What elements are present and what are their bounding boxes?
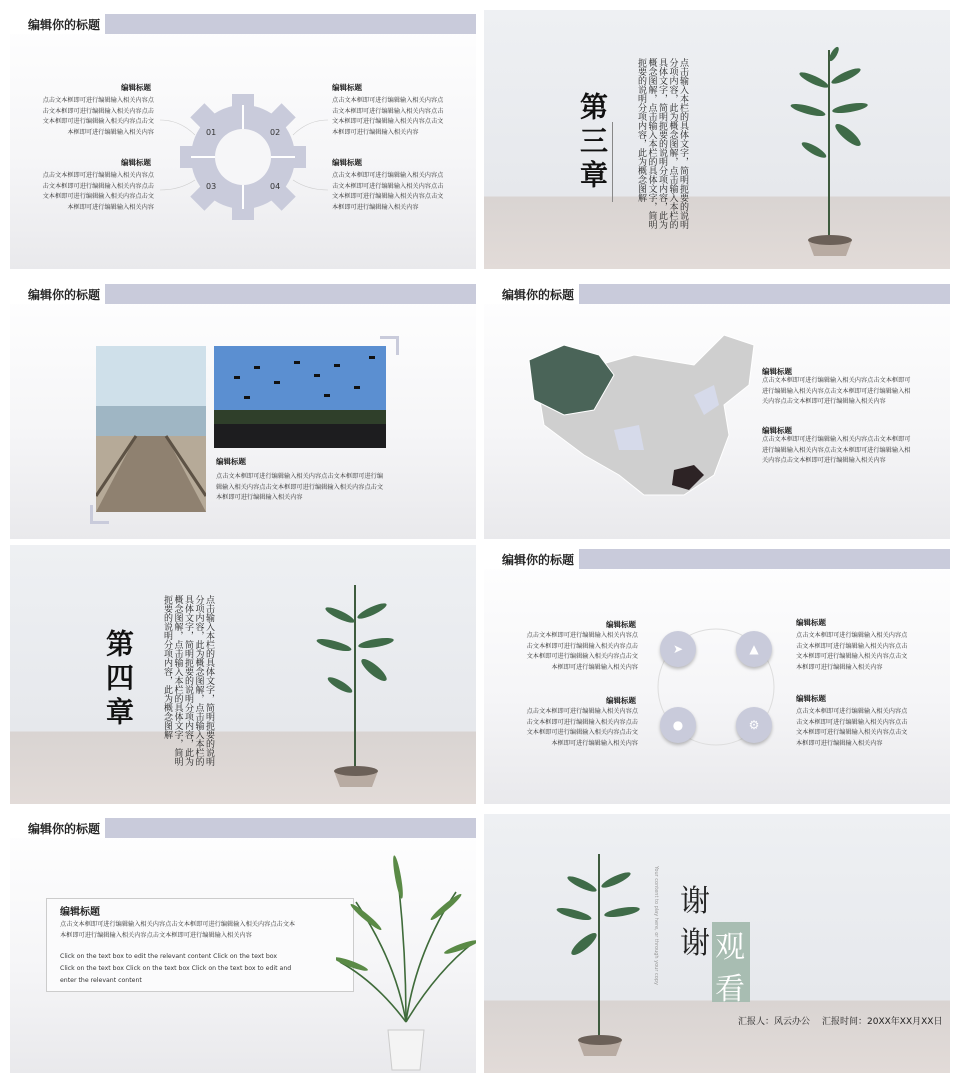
slide-title: 编辑你的标题 bbox=[28, 18, 101, 32]
slide-palm bbox=[10, 814, 476, 1073]
gear-label: 01 bbox=[206, 128, 217, 137]
slide-header bbox=[484, 549, 950, 569]
item-body: 点击文本框即可进行编辑输入相关内容点击文本框即可进行编辑输入相关内容点击文本框即可进行编辑输入相关内容点击文本框即可进行编辑输入相关内容 bbox=[332, 97, 444, 136]
item-title: 编辑标题 bbox=[796, 618, 826, 627]
divider bbox=[612, 122, 613, 202]
map-item-body: 点击文本框即可进行编辑输入相关内容点击文本框即可进行编辑输入相关内容点击文本框即可进行编辑输入相关内容点击文本框即可进行编辑输入相关内容 bbox=[762, 436, 911, 464]
item-body: 点击文本框即可进行编辑输入相关内容点击文本框即可进行编辑输入相关内容点击文本框即可进行编辑输入相关内容点击文本框即可进行编辑输入相关内容 bbox=[42, 97, 154, 136]
item-title: 编辑标题 bbox=[121, 83, 151, 92]
plant-illustration bbox=[544, 844, 654, 1064]
gear-diagram bbox=[10, 10, 476, 269]
report-time-text: 汇报时间：20XX年XX月XX日 bbox=[822, 1017, 943, 1027]
item-title: 编辑标题 bbox=[606, 696, 636, 705]
photo-caption-body: 点击文本框即可进行编辑输入相关内容点击文本框即可进行编辑输入相关内容点击文本框即可进行编辑输入相关内容点击文本框即可进行编辑输入相关内容 bbox=[216, 473, 384, 501]
item-title: 编辑标题 bbox=[606, 620, 636, 629]
photo-caption-title: 编辑标题 bbox=[216, 457, 246, 466]
chapter-description: 点击输入本栏的具体文字，简明扼要的说明分项内容，此为概念图解，点击输入本栏的具体文字，简明扼要的说明分项内容，此为概念图解，点击输入本栏的具体文字，简明扼要的说明分项内容，此为概念图解 bbox=[636, 58, 688, 229]
map-item-body: 点击文本框即可进行编辑输入相关内容点击文本框即可进行编辑输入相关内容点击文本框即可进行编辑输入相关内容点击文本框即可进行编辑输入相关内容 bbox=[762, 377, 911, 405]
item-body: 点击文本框即可进行编辑输入相关内容点击文本框即可进行编辑输入相关内容点击文本框即可进行编辑输入相关内容点击文本框即可进行编辑输入相关内容 bbox=[42, 172, 154, 211]
map-item-title: 编辑标题 bbox=[762, 426, 792, 435]
text-box-body-en: Click on the text box to edit the relevant content Click on the text box Click on the text box Click on the text box Click on the text box to edit and enter the relevant content bbox=[60, 953, 292, 984]
item-body: 点击文本框即可进行编辑输入相关内容点击文本框即可进行编辑输入相关内容点击文本框即可进行编辑输入相关内容点击文本框即可进行编辑输入相关内容 bbox=[526, 632, 638, 671]
plant-illustration bbox=[310, 575, 410, 797]
gear-label: 03 bbox=[206, 182, 217, 191]
slide-title: 编辑你的标题 bbox=[28, 288, 101, 302]
slide-header bbox=[10, 818, 476, 838]
text-box-title: 编辑标题 bbox=[60, 907, 100, 918]
paper-plane-icon: ➤ bbox=[660, 631, 696, 667]
slide-title: 编辑你的标题 bbox=[502, 288, 575, 302]
map-item-title: 编辑标题 bbox=[762, 367, 792, 376]
slide-thanks bbox=[484, 814, 950, 1073]
slide-header bbox=[484, 284, 950, 304]
thanks-char: 谢 bbox=[680, 884, 710, 919]
item-title: 编辑标题 bbox=[121, 158, 151, 167]
graduation-photo bbox=[214, 346, 386, 448]
gear-label: 02 bbox=[270, 128, 281, 137]
item-body: 点击文本框即可进行编辑输入相关内容点击文本框即可进行编辑输入相关内容点击文本框即可进行编辑输入相关内容点击文本框即可进行编辑输入相关内容 bbox=[796, 708, 908, 747]
reporter-text: 汇报人：风云办公 bbox=[738, 1017, 811, 1027]
plant-illustration bbox=[784, 40, 884, 269]
gear-label: 04 bbox=[270, 182, 281, 191]
slide-title: 编辑你的标题 bbox=[502, 553, 575, 567]
chapter-description: 点击输入本栏的具体文字，简明扼要的说明分项内容，此为概念图解，点击输入本栏的具体文字，简明扼要的说明分项内容，此为概念图解，点击输入本栏的具体文字，简明扼要的说明分项内容，此为概念图解 bbox=[162, 595, 214, 766]
chapter-title: 第三章 bbox=[576, 92, 609, 194]
item-body: 点击文本框即可进行编辑输入相关内容点击文本框即可进行编辑输入相关内容点击文本框即可进行编辑输入相关内容点击文本框即可进行编辑输入相关内容 bbox=[526, 708, 638, 747]
text-box-body-cn: 本框即可进行编辑输入相关内容点击文本框即可进行编辑输入相关内容 bbox=[60, 932, 252, 939]
gears-icon: ⚙ bbox=[736, 707, 772, 743]
slide-title: 编辑你的标题 bbox=[28, 822, 101, 836]
china-map bbox=[524, 325, 759, 505]
thanks-char: 看 bbox=[715, 972, 745, 1007]
slide-map bbox=[484, 280, 950, 539]
boardwalk-photo bbox=[96, 346, 206, 512]
slide-gear bbox=[10, 10, 476, 269]
text-box-body-cn: 点击文本框即可进行编辑输入相关内容点击文本框即可进行编辑输入相关内容点击文本 bbox=[60, 921, 296, 928]
item-title: 编辑标题 bbox=[332, 83, 362, 92]
slide-header bbox=[10, 284, 476, 304]
item-body: 点击文本框即可进行编辑输入相关内容点击文本框即可进行编辑输入相关内容点击文本框即可进行编辑输入相关内容点击文本框即可进行编辑输入相关内容 bbox=[332, 172, 444, 211]
item-title: 编辑标题 bbox=[332, 158, 362, 167]
slide-chapter-4 bbox=[10, 545, 476, 804]
palm-illustration bbox=[336, 842, 476, 1073]
english-tagline: Your content to play here, or through your copy bbox=[653, 866, 659, 985]
thanks-char: 观 bbox=[715, 930, 745, 965]
pen-tool-icon: ▲ bbox=[736, 631, 772, 667]
chapter-title: 第四章 bbox=[102, 629, 135, 731]
slide-photos bbox=[10, 280, 476, 539]
slide-chapter-3 bbox=[484, 10, 950, 269]
item-body: 点击文本框即可进行编辑输入相关内容点击文本框即可进行编辑输入相关内容点击文本框即可进行编辑输入相关内容点击文本框即可进行编辑输入相关内容 bbox=[796, 632, 908, 671]
item-title: 编辑标题 bbox=[796, 694, 826, 703]
lightbulb-icon: ● bbox=[660, 707, 696, 743]
thanks-char: 谢 bbox=[680, 926, 710, 961]
slide-icons bbox=[484, 545, 950, 804]
